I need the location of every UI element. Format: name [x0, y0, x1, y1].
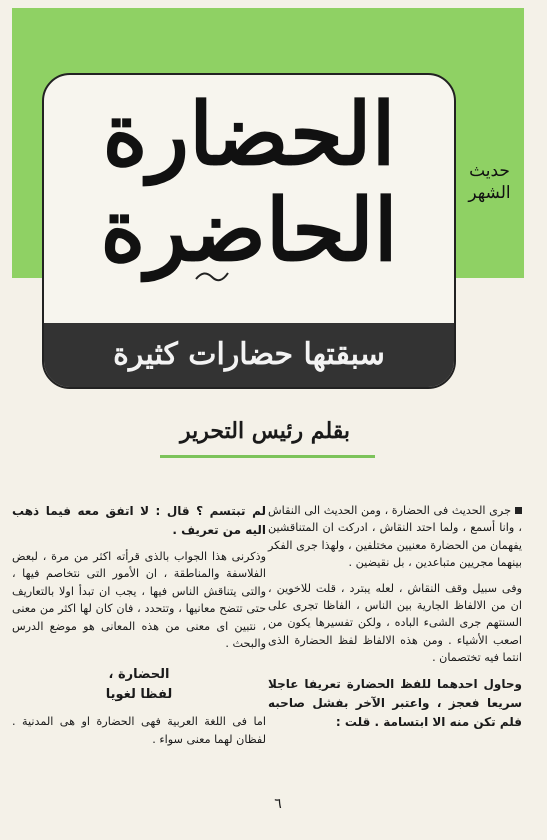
paragraph: اما فى اللغة العربية فهى الحضارة او هى المدنية . لفظان لهما معنى سواء .	[12, 715, 266, 746]
article-title	[44, 84, 454, 281]
section-heading: الحضارة ،	[108, 667, 170, 683]
byline: بقلم رئيس التحرير	[180, 418, 350, 444]
paragraph-bold: لم تبتسم ؟ قال : لا اتفق معه فيما ذهب اليه من تعريف .	[12, 504, 266, 537]
title-line-2: الحاضرة	[100, 180, 398, 281]
title-card	[42, 73, 456, 389]
article-subtitle: سبقتها حضارات كثيرة	[44, 323, 454, 387]
right-column	[268, 502, 522, 740]
signature-mark	[194, 265, 234, 285]
paragraph-bold: وحاول احدهما للفظ الحضارة تعريفا عاجلا سريعا فعجز ، واعتبر الآخر بفشل صاحبه فلم تكن منه الا ابتسامة . قلت :	[268, 676, 522, 729]
section-label-line-1: حديث	[469, 161, 510, 181]
paragraph: جرى الحديث فى الحضارة ، ومن الحديث الى النقاش ، وانا أسمع ، ولما احتد النقاش ، ادركت ان المتناقشين يفهمان من الحضارة معنيين مختلفين ، ولهذا جرى الفكر بينهما مجريين متباعدين ، بل نقيضين .	[268, 504, 522, 570]
square-bullet-icon	[515, 507, 522, 514]
section-subheading: لفظا لغويا	[105, 686, 173, 702]
page-number: ٦	[274, 796, 282, 812]
section-label-line-2: الشهر	[468, 183, 511, 203]
title-line-1: الحضارة	[102, 84, 396, 185]
paragraph: وفى سبيل وقف النقاش ، لعله يبترد ، قلت للاخوين ، ان من الالفاظ الجارية بين الناس ، الفاظا تجرى على السنتهم جرى الشىء الباده ، ولكن تفسيرها يكون من اصعب الأشياء . ومن هذه الالفاظ لفظ الحضارة الذى انتما فيه تختصمان .	[268, 581, 522, 665]
left-column	[12, 502, 266, 756]
paragraph: وذكرنى هذا الجواب بالذى قرأته اكثر من مرة ، لبعض الفلاسفة والمناطقة ، ان الأمور التى نتخاصم فيها ، والتى يتناقش الناس فيها ، يجب ان تبدأ اولا بالتعاريف حتى تتضح معانيها ، وتتحدد ، فان كان لها اكثر من معنى ، نتبين اى معنى من هذه المعانى هو موضع الدرس والبحث .	[12, 550, 266, 651]
byline-underline	[160, 455, 375, 458]
section-label	[452, 160, 527, 204]
